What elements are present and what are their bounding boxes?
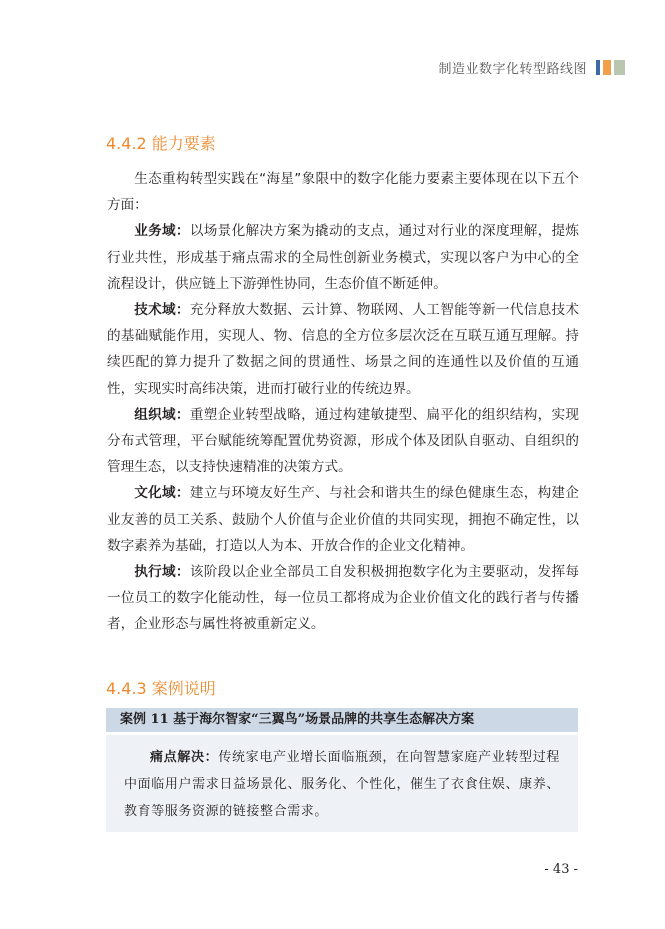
term-label: 技术域： bbox=[134, 302, 190, 319]
section-body-4-4-2 bbox=[107, 166, 579, 638]
paragraph-culture-domain bbox=[107, 480, 579, 559]
paragraph-organization-domain bbox=[107, 402, 579, 481]
running-header-title: 制造业数字化转型路线图 bbox=[438, 62, 587, 77]
page-number: - 43 - bbox=[544, 862, 578, 877]
section-heading-4-4-3: 4.4.3 案例说明 bbox=[106, 679, 216, 698]
header-decor-bar-orange bbox=[603, 60, 611, 75]
intro-paragraph: 生态重构转型实践在“海星”象限中的数字化能力要素主要体现在以下五个方面： bbox=[107, 171, 579, 214]
running-header bbox=[438, 58, 625, 77]
term-text: 充分释放大数据、云计算、物联网、人工智能等新一代信息技术的基础赋能作用，实现人、物、信息的全方位多层次泛在互联互通互理解。持续匹配的算力提升了数据之间的贯通性、场景之间的连通性以及价值的互通性，实现实时高纬决策，进而打破行业的传统边界。 bbox=[107, 302, 580, 397]
term-text: 建立与环境友好生产、与社会和谐共生的绿色健康生态，构建企业友善的员工关系、鼓励个人价值与企业价值的共同实现，拥抱不确定性，以数字素养为基础，打造以人为本、开放合作的企业文化精神。 bbox=[107, 485, 580, 554]
term-text: 重塑企业转型战略，通过构建敏捷型、扁平化的组织结构，实现分布式管理，平台赋能统筹配置优势资源，形成个体及团队自驱动、自组织的管理生态，以支持快速精准的决策方式。 bbox=[107, 406, 580, 476]
paragraph-business-domain bbox=[107, 218, 579, 297]
case-pain-label: 痛点解决： bbox=[150, 750, 219, 765]
term-text: 该阶段以企业全部员工自发积极拥抱数字化为主要驱动，发挥每一位员工的数字化能动性，每一位员工都将成为企业价值文化的践行者与传播者，企业形态与属性将被重新定义。 bbox=[107, 564, 580, 633]
case-title-bar: 案例 11 基于海尔智家“三翼鸟”场景品牌的共享生态解决方案 bbox=[106, 708, 578, 732]
term-text: 以场景化解决方案为撬动的支点，通过对行业的深度理解，提炼行业共性，形成基于痛点需求的全局性创新业务模式，实现以客户为中心的全流程设计，供应链上下游弹性协同，生态价值不断延伸。 bbox=[107, 223, 580, 292]
case-pain-text: 传统家电产业增长面临瓶颈，在向智慧家庭产业转型过程中面临用户需求日益场景化、服务化、个性化，催生了衣食住娱、康养、教育等服务资源的链接整合需求。 bbox=[124, 750, 560, 819]
paragraph-technology-domain bbox=[107, 297, 579, 402]
case-pain-paragraph bbox=[124, 744, 560, 825]
term-label: 文化域： bbox=[134, 485, 190, 502]
paragraph-execution-domain bbox=[107, 559, 579, 638]
header-decor-bar-blue bbox=[596, 60, 600, 75]
term-label: 执行域： bbox=[134, 564, 190, 581]
term-label: 组织域： bbox=[134, 406, 190, 423]
section-heading-4-4-2: 4.4.2 能力要素 bbox=[106, 134, 216, 153]
case-content-box bbox=[106, 735, 578, 832]
header-decor-bar-green bbox=[614, 60, 625, 75]
term-label: 业务域： bbox=[134, 223, 190, 240]
